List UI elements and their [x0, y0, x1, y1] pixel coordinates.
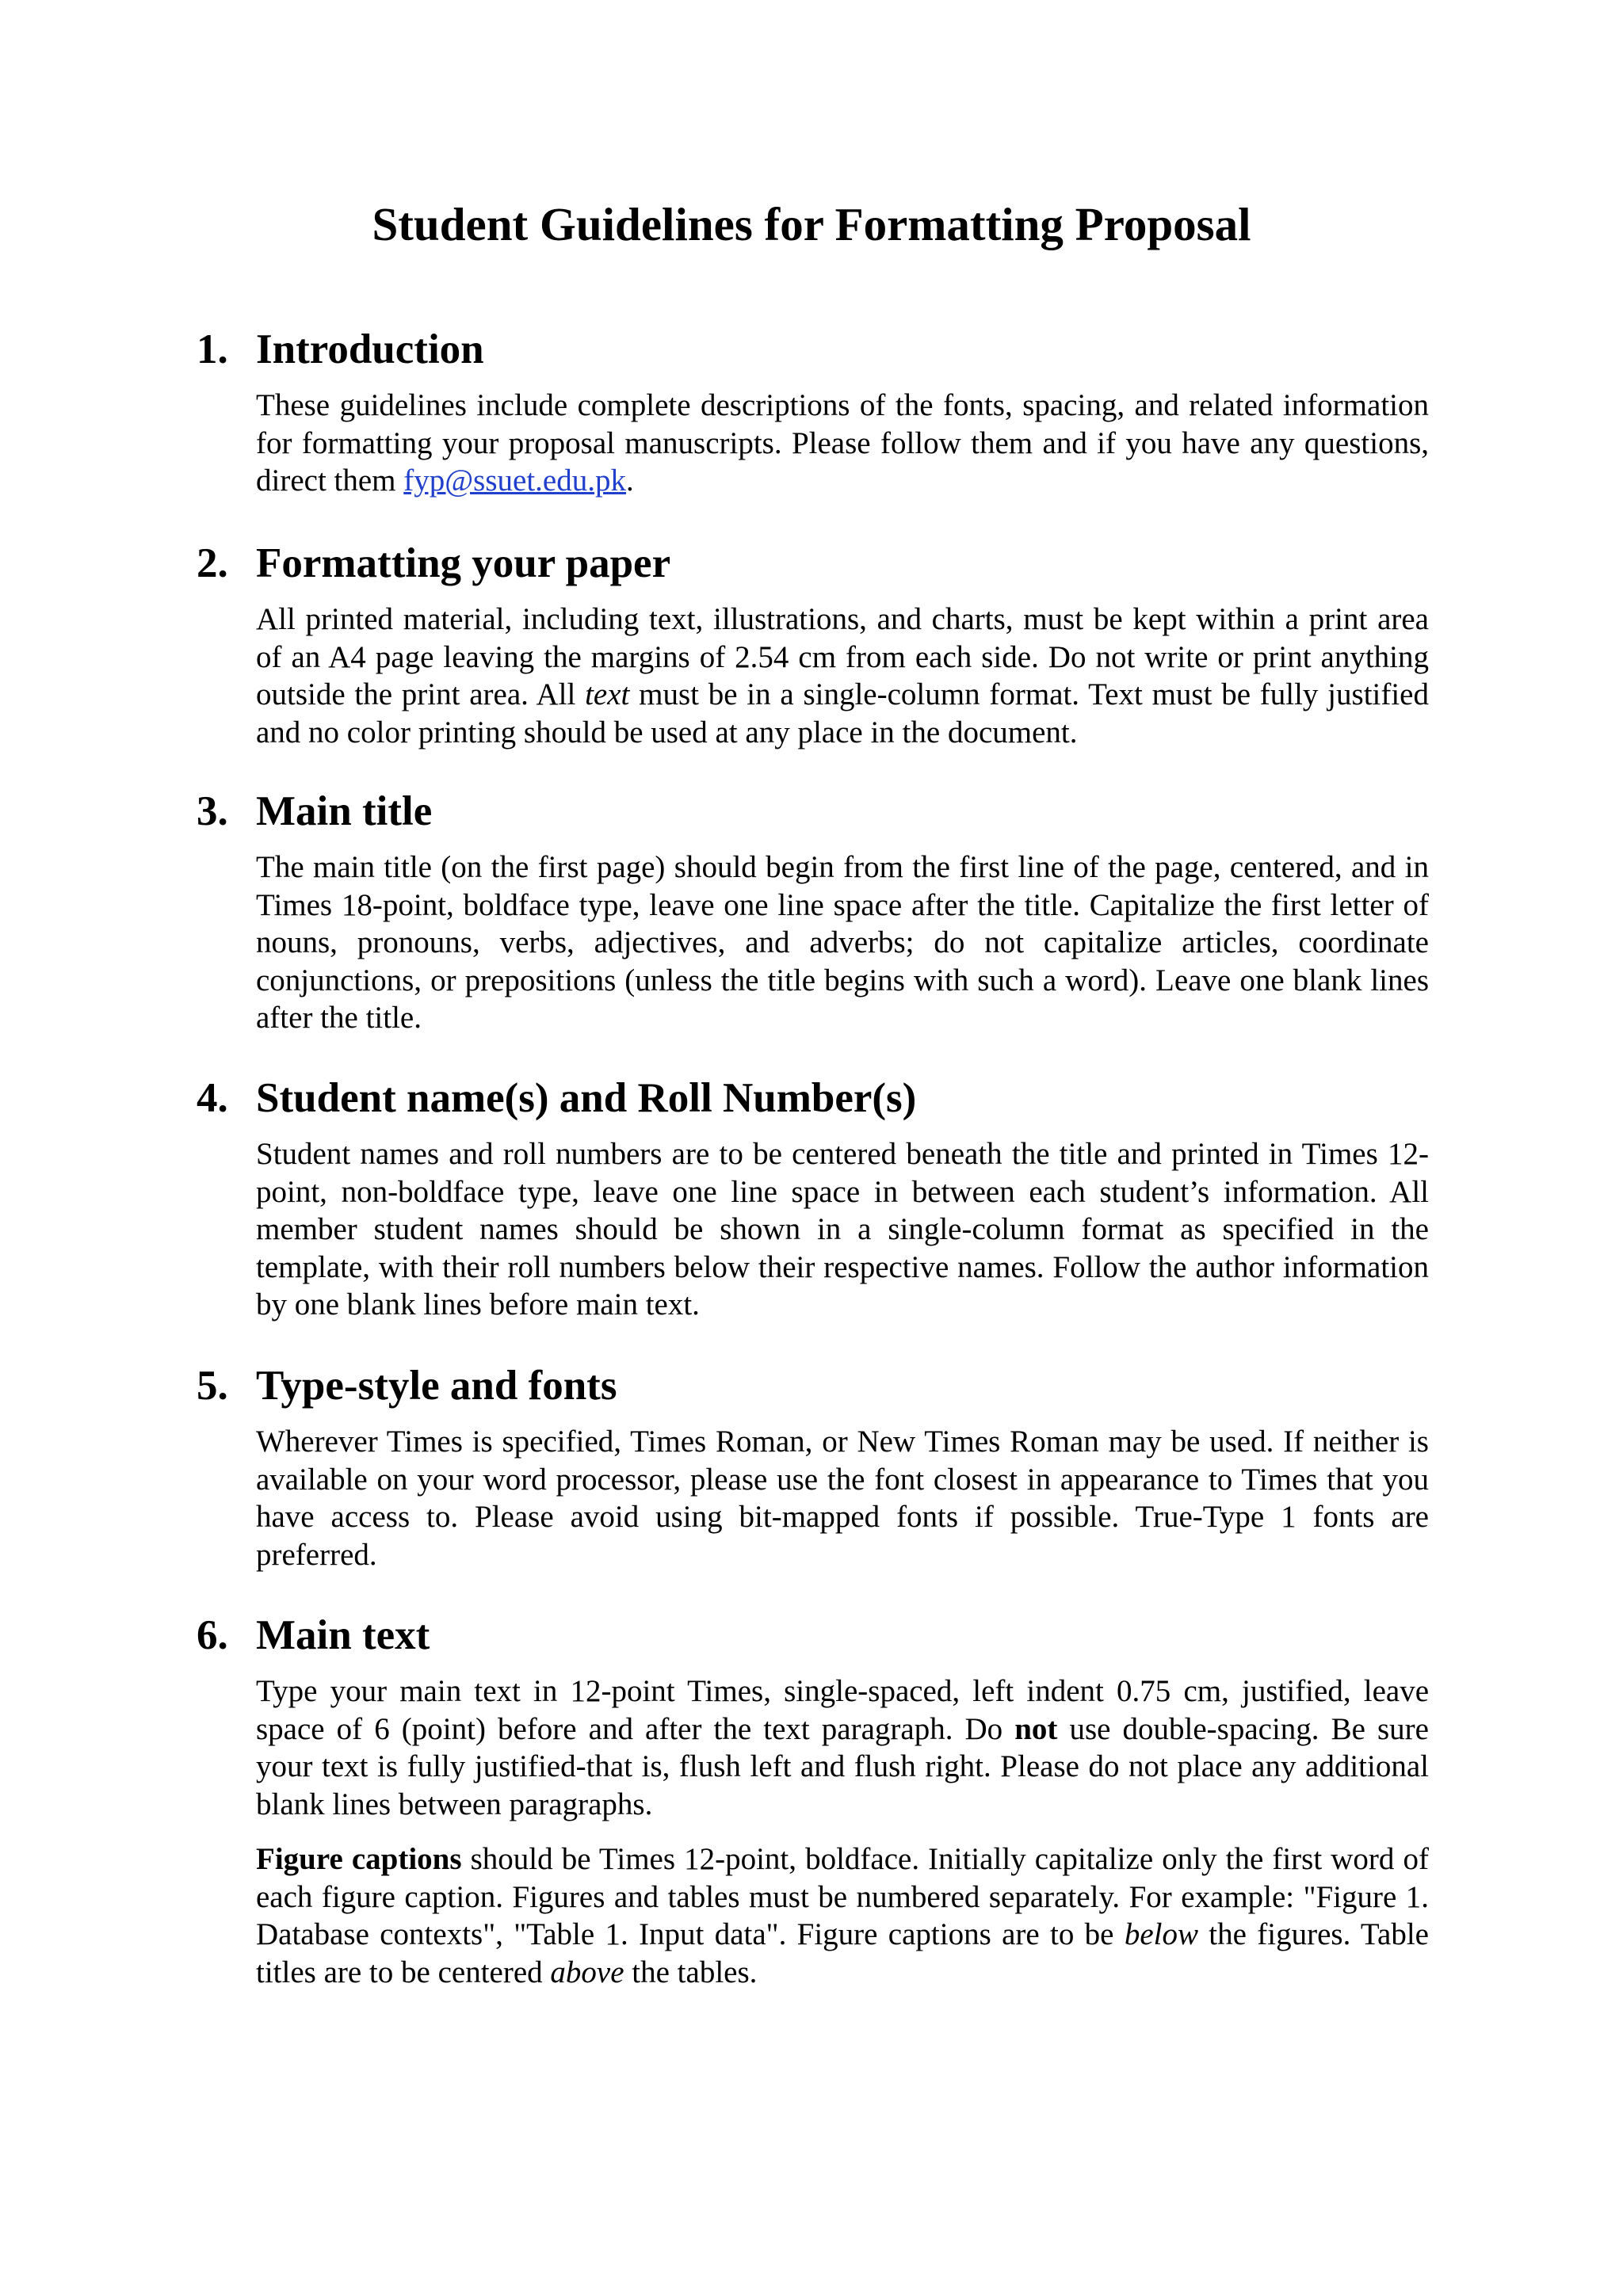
section-paragraph	[256, 1840, 1429, 1991]
italic-text: below	[1124, 1917, 1198, 1951]
paragraph-text: All printed material, including text, illustrations, and charts, must be kept within a print area of an A4 page leaving the margins of 2.54 cm from each side. Do not write or print anything outside the print area. All	[256, 602, 1429, 711]
section-main-text	[0, 1609, 1623, 1991]
section-number: 4.	[197, 1075, 228, 1121]
paragraph-text: the figures. Table titles are to be centered	[256, 1917, 1429, 1989]
paragraph-text: the tables.	[624, 1955, 758, 1989]
section-title: Formatting your paper	[256, 540, 671, 586]
section-paragraph: Student names and roll numbers are to be centered beneath the title and printed in Times 12-point, non-boldface type, leave one line space in between each student’s information. All member student names should be shown in a single-column format as specified in the template, with their roll numbers below their respective names. Follow the author information by one blank lines before main text.	[256, 1137, 1429, 1322]
section-heading	[0, 1072, 1623, 1124]
section-number: 5.	[197, 1363, 228, 1409]
section-paragraph: Wherever Times is specified, Times Roman, or New Times Roman may be used. If neither is available on your word processor, please use the font closest in appearance to Times that you have access to. Please avoid using bit-mapped fonts if possible. True-Type 1 fonts are preferred.	[256, 1425, 1429, 1572]
email-link[interactable]: fyp@ssuet.edu.pk	[403, 463, 626, 498]
section-title: Student name(s) and Roll Number(s)	[256, 1075, 917, 1121]
section-paragraph	[256, 601, 1429, 751]
paragraph-text: Type your main text in 12-point Times, single-spaced, left indent 0.75 cm, justified, leave space of 6 (point) before and after the text paragraph. Do	[256, 1674, 1429, 1746]
section-number: 3.	[197, 788, 228, 834]
section-main-title	[0, 785, 1623, 1037]
section-title: Main text	[256, 1612, 430, 1658]
bold-text: Figure captions	[256, 1842, 462, 1876]
section-number: 6.	[197, 1612, 228, 1658]
section-student-names	[0, 1072, 1623, 1324]
paragraph-text: must be in a single-column format. Text must be fully justified and no color printing should be used at any place in the document.	[256, 677, 1429, 749]
section-type-style-fonts	[0, 1360, 1623, 1573]
paragraph-text: should be Times 12-point, boldface. Initially capitalize only the first word of each figure caption. Figures and tables must be numbered separately. For example: "Figure 1. Database contexts", "Table 1. Input data". Figure captions are to be	[256, 1842, 1429, 1951]
section-heading	[0, 1360, 1623, 1412]
section-heading	[0, 537, 1623, 589]
section-introduction	[0, 323, 1623, 500]
section-heading	[0, 1609, 1623, 1661]
paragraph-text: .	[625, 463, 634, 498]
paragraph-text: These guidelines include complete descriptions of the fonts, spacing, and related information for formatting your proposal manuscripts. Please follow them and if you have any questions, direct them	[256, 388, 1429, 498]
section-heading	[0, 323, 1623, 376]
italic-text: above	[550, 1955, 624, 1989]
section-paragraph: The main title (on the first page) should begin from the first line of the page, centered, and in Times 18-point, boldface type, leave one line space after the title. Capitalize the first letter of nouns, pronouns, verbs, adjectives, and adverbs; do not capitalize articles, coordinate conjunctions, or prepositions (unless the title begins with such a word). Leave one blank lines after the title.	[256, 850, 1429, 1035]
section-title: Type-style and fonts	[256, 1363, 617, 1409]
section-heading	[0, 785, 1623, 837]
section-formatting-paper	[0, 537, 1623, 751]
section-paragraph	[256, 387, 1429, 500]
section-title: Introduction	[256, 326, 484, 372]
section-number: 1.	[197, 326, 228, 372]
paragraph-text: use double-spacing. Be sure your text is fully justified-that is, flush left and flush right. Please do not place any additional blank lines between paragraphs.	[256, 1711, 1429, 1821]
italic-text: text	[585, 677, 630, 711]
page-title: Student Guidelines for Formatting Proposal	[372, 198, 1251, 250]
bold-text: not	[1014, 1711, 1058, 1746]
section-number: 2.	[197, 540, 228, 586]
section-paragraph	[256, 1672, 1429, 1823]
section-title: Main title	[256, 788, 433, 834]
